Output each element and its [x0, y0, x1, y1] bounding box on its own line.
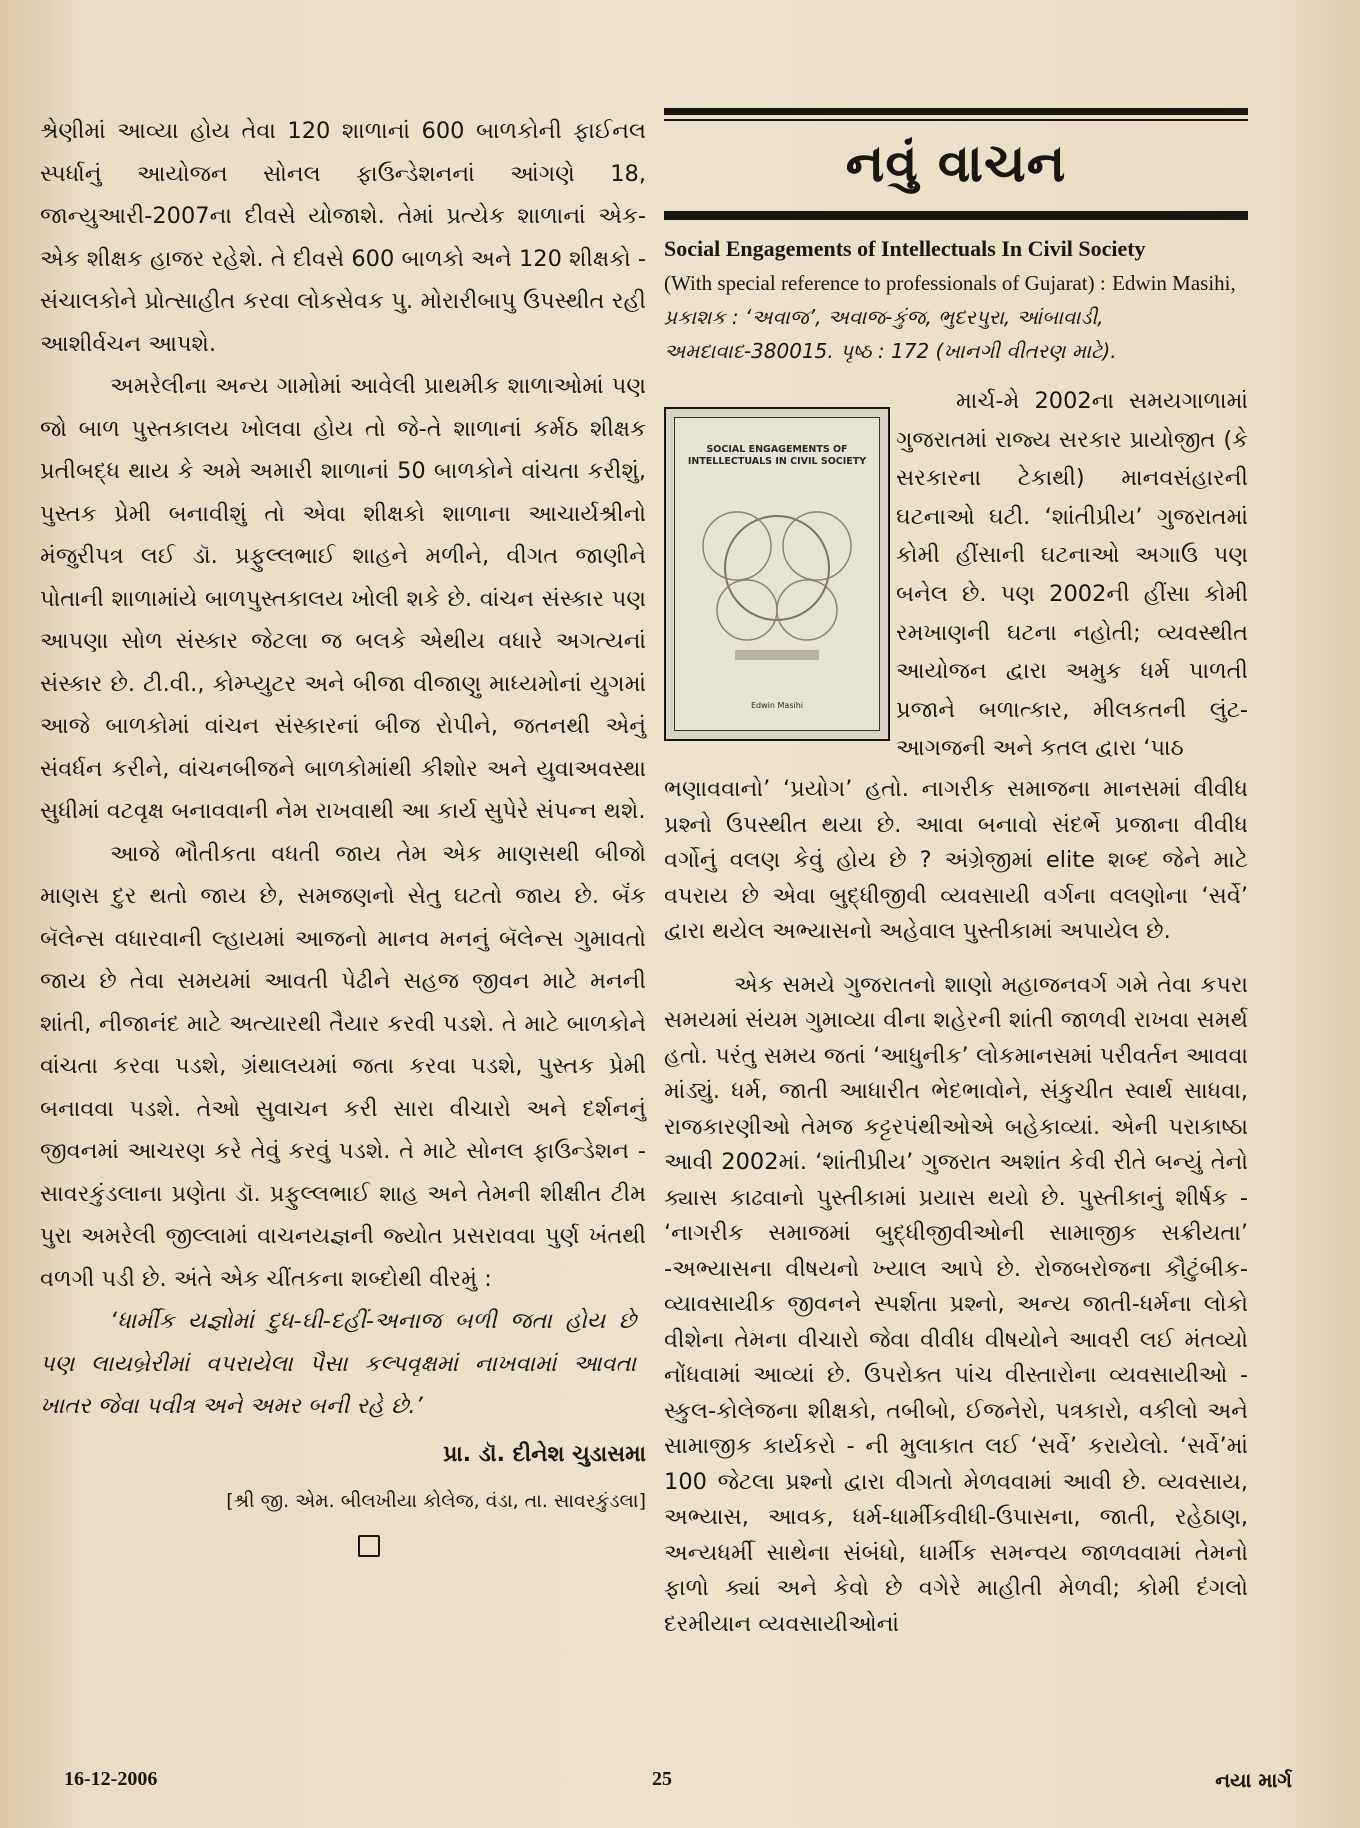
left-paragraph-3: આજે ભૌતીકતા વધતી જાય તેમ એક માણસથી બીજો માણસ દુર થતો જાય છે, સમજણનો સેતુ ઘટતો જાય છે. બૅંક બૅલેન્સ વધારવાની લ્હાયમાં આજનો માનવ મનનું બૅલેન્સ ગુમાવતો જાય છે તેવા સમયમાં આવતી પેઢીને સહજ જીવન માટે મનની શાંતી, નીજાનંદ માટે અત્યારથી તૈયાર કરવી પડશે. તે માટે બાળકોને વાંચતા કરવા પડશે, ગ્રંથાલયમાં જતા કરવા પડશે, પુસ્તક પ્રેમી બનાવવા પડશે. તેઓ સુવાચન કરી સારા વીચારો અને દર્શનનું જીવનમાં આચરણ કરે તેવું કરવું પડશે. તે માટે સોનલ ફાઉન્ડેશન - સાવરકુંડલાના પ્રણેતા ડૉ. પ્રફુલ્લભાઈ શાહ અને તેમની શીક્ષીત ટીમ પુરા અમરેલી જીલ્લામાં વાચનયજ્ઞની જ્યોત પ્રસરાવવા પુર્ણ ખંતથી વળગી પડી છે. અંતે એક ચીંતકના શબ્દોથી વીરમું : — [40, 840, 646, 1292]
cover-faces-illustration — [675, 418, 879, 730]
right-column — [664, 108, 1248, 1642]
review-paragraph-2: એક સમયે ગુજરાતનો શાણો મહાજનવર્ગ ગમે તેવા કપરા સમયમાં સંયમ ગુમાવ્યા વીના શહેરની શાંતી જાળવી રાખવા સમર્થ હતો. પરંતુ સમય જતાં ‘આધુનીક’ લોકમાનસમાં પરીવર્તન આવવા માંડ્યું. ધર્મ, જાતી આધારીત ભેદભાવોને, સંકુચીત સ્વાર્થ સાધવા, રાજકારણીઓ તેમજ કટ્ટરપંથીઓએ બહેકાવ્યાં. એની પરાકાષ્ઠા આવી 2002માં. ‘શાંતીપ્રીય’ ગુજરાત અશાંત કેવી રીતે બન્યું તેનો ક્યાસ કાઢવાનો પુસ્તીકામાં પ્રયાસ થયો છે. પુસ્તીકાનું શીર્ષક - ‘નાગરીક સમાજમાં બુદ્ધીજીવીઓની સામાજીક સક્રીયતા’ -અભ્યાસના વીષયનો ખ્યાલ આપે છે. રોજબરોજના કૌટુંબીક-વ્યાવસાયીક જીવનને સ્પર્શતા પ્રશ્નો, અન્ય જાતી-ધર્મના લોકો વીશેના તેમના વીચારો જેવા વીવીધ વીષયોને આવરી લઈ મંતવ્યો નોંધવામાં આવ્યાં છે. ઉપરોક્ત પાંચ વીસ્તારોના વ્યવસાયીઓ - સ્કુલ-કોલેજના શીક્ષકો, તબીબો, ઈજનેરો, પત્રકારો, વકીલો અને સામાજીક કાર્યકરો - ની મુલાકાત લઈ ‘સર્વે’ કરાયેલો. ‘સર્વે’માં 100 જેટલા પ્રશ્નો દ્વારા વીગતો મેળવવામાં આવી છે. વ્યવસાય, અભ્યાસ, આવક, ધર્મ-ધાર્મીકવીધી-ઉપાસના, જાતી, રહેઠાણ, અન્યધર્મી સાથેના સંબંધો, ધાર્મીક સમન્વય જાળવવામાં તેમનો ફાળો ક્યાં અને કેવો છે વગેરે માહીતી મેળવી; કોમી દંગલો દરમીયાન વ્યવસાયીઓનાં — [664, 971, 1248, 1637]
left-paragraph-1: શ્રેણીમાં આવ્યા હોય તેવા 120 શાળાનાં 600 બાળકોની ફાઈનલ સ્પર્ધાનું આયોજન સોનલ ફાઉન્ડેશનનાં આંગણે 18, જાન્યુઆરી-2007ના દીવસે યોજાશે. તેમાં પ્રત્યેક શાળાનાં એક-એક શીક્ષક હાજર રહેશે. તે દીવસે 600 બાળકો અને 120 શીક્ષકો - સંચાલકોને પ્રોત્સાહીત કરવા લોકસેવક પુ. મોરારીબાપુ ઉપસ્થીત રહી આશીર્વચન આપશે. — [40, 118, 646, 357]
wrapped-paragraph — [896, 382, 1248, 768]
book-title: Social Engagements of Intellectuals In Civil Society — [664, 236, 1146, 261]
page-number: 25 — [652, 1768, 672, 1790]
cover-title: SOCIAL ENGAGEMENTS OF INTELLECTUALS IN CIVIL SOCIETY — [687, 444, 867, 467]
left-column — [40, 110, 646, 1557]
review-intro — [664, 382, 1248, 772]
headline-top-rule — [664, 108, 1248, 115]
left-paragraph-2: અમરેલીના અન્ય ગામોમાં આવેલી પ્રાથમીક શાળાઓમાં પણ જો બાળ પુસ્તકાલય ખોલવા હોય તો જે-તે શાળાનાં કર્મઠ શીક્ષક પ્રતીબદ્ધ થાય કે અમે અમારી શાળાનાં 50 બાળકોને વાંચતા કરીશું, પુસ્તક પ્રેમી બનાવીશું તો એવા શીક્ષકો શાળાના આચાર્યશ્રીનો મંજુરીપત્ર લઈ ડૉ. પ્રફુલ્લભાઈ શાહને મળીને, વીગત જાણીને પોતાની શાળામાંયે બાળપુસ્તકાલય ખોલી શકે છે. વાંચન સંસ્કાર પણ આપણા સોળ સંસ્કાર જેટલા જ બલકે એથીય વધારે અગત્યનાં સંસ્કાર છે. ટી.વી., કોમ્પ્યુટર અને બીજા વીજાણુ માધ્યમોનાં યુગમાં આજે બાળકોમાં વાંચન સંસ્કારનાં બીજ રોપીને, જતનથી એનું સંવર્ધન કરીને, વાંચનબીજને બાળકોમાંથી કીશોર અને યુવાઅવસ્થા સુધીમાં વટવૃક્ષ બનાવવાની નેમ રાખવાથી આ કાર્ય સુપેરે સંપન્ન થશે. — [40, 373, 646, 824]
book-cover — [674, 417, 880, 731]
page-footer — [0, 1768, 1360, 1798]
closing-quote: ‘ધાર્મીક યજ્ઞોમાં દુધ-ઘી-દહીં-અનાજ બળી જતા હોય છે પણ લાયબ્રેરીમાં વપરાયેલા પૈસા કલ્પવૃક્ષમાં નાખવામાં આવતા ખાતર જેવા પવીત્ર અને અમર બની રહે છે.’ — [40, 1308, 636, 1419]
review-paragraph-continued: ભણાવવાનો’ ‘પ્રયોગ’ હતો. નાગરીક સમાજના માનસમાં વીવીધ પ્રશ્નો ઉપસ્થીત થયા છે. આવા બનાવો સંદર્ભે પ્રજાના વીવીધ વર્ગોનું વલણ કેવું હોય છે ? અંગ્રેજીમાં elite શબ્દ જેને માટે વપરાય છે એવા બુદ્ધીજીવી વ્યવસાયી વર્ગના વલણોના ‘સર્વે’ દ્વારા થયેલ અભ્યાસનો અહેવાલ પુસ્તીકામાં અપાયેલ છે. — [664, 776, 1248, 944]
headline-bottom-rule — [664, 213, 1248, 220]
book-subtitle: (With special reference to professionals of Gujarat) : — [664, 271, 1106, 295]
section-headline: નવું વાચન — [845, 134, 1067, 194]
author-affiliation: [શ્રી જી. એમ. બીલખીયા કોલેજ, વંડા, તા. સાવરકુંડલા] — [226, 1490, 646, 1512]
end-of-article-mark — [358, 1535, 380, 1557]
book-details — [664, 232, 1248, 368]
book-author: Edwin Masihi, — [1112, 271, 1236, 295]
article-author: પ્રા. ડૉ. દીનેશ ચુડાસમા — [443, 1441, 646, 1467]
magazine-name: નયા માર્ગ — [1215, 1768, 1292, 1792]
book-cover-image — [664, 407, 890, 741]
cover-author: Edwin Masihi — [751, 701, 803, 710]
wrapped-text: માર્ચ-મે 2002ના સમયગાળામાં ગુજરાતમાં રાજ્ય સરકાર પ્રાયોજીત (કે સરકારના ટેકાથી) માનવસંહારની ઘટનાઓ ઘટી. ‘શાંતીપ્રીય’ ગુજરાતમાં કોમી હીંસાની ઘટનાઓ અગાઉ પણ બનેલ છે. પણ 2002ની હીંસા કોમી રમખાણની ઘટના નહોતી; વ્યવસ્થીત આયોજન દ્વારા અમુક ધર્મ પાળતી પ્રજાને બળાત્કાર, મીલકતની લુંટ-આગજની અને કતલ દ્વારા ‘પાઠ — [896, 388, 1248, 762]
book-publisher: પ્રકાશક : ‘અવાજ’, અવાજ-કુંજ, ભુદરપુરા, આંબાવાડી, અમદાવાદ-380015. પૃષ્ઠ : 172 (ખાનગી વીતરણ માટે). — [664, 305, 1117, 363]
review-body — [664, 772, 1248, 1642]
issue-date: 16-12-2006 — [64, 1768, 158, 1790]
